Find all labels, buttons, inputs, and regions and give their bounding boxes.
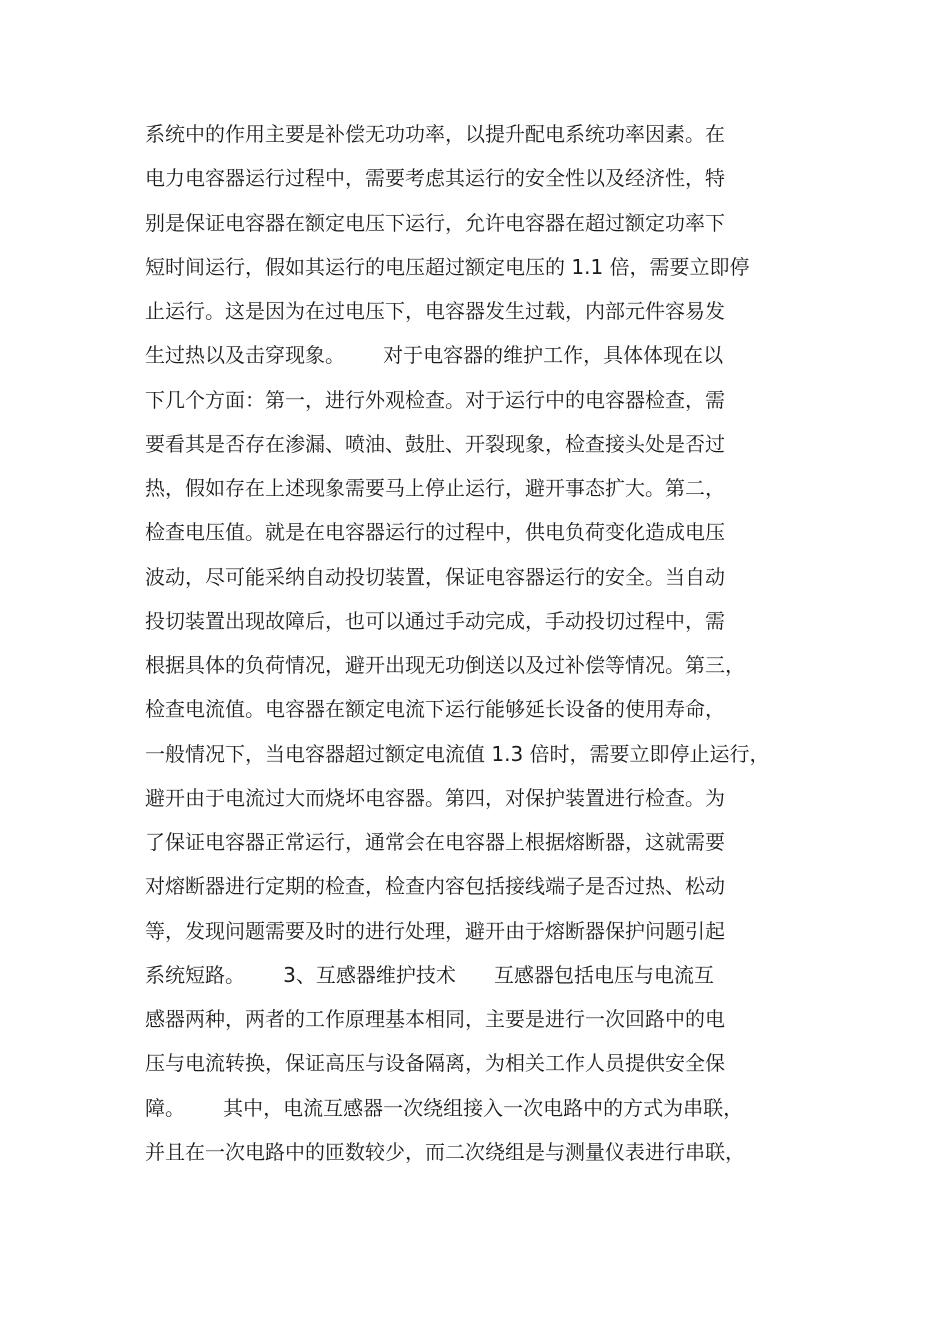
text-line: 了保证电容器正常运行，通常会在电容器上根据熔断器，这就需要	[145, 830, 725, 854]
text-line: 热，假如存在上述现象需要马上停止运行，避开事态扩大。第二，	[145, 476, 725, 500]
text-line: 止运行。这是因为在过电压下，电容器发生过载，内部元件容易发	[145, 299, 725, 323]
text-line: 检查电流值。电容器在额定电流下运行能够延长设备的使用寿命，	[145, 697, 725, 722]
text-line: 一般情况下，当电容器超过额定电流值 1.3 倍时，需要立即停止运行，	[145, 741, 770, 766]
text-line: 短时间运行，假如其运行的电压超过额定电压的 1.1 倍，需要立即停	[145, 254, 750, 279]
text-line: 对熔断器进行定期的检查，检查内容包括接线端子是否过热、松动	[145, 874, 725, 899]
text-line: 系统中的作用主要是补偿无功功率，以提升配电系统功率因素。在	[145, 122, 725, 146]
text-line: 避开由于电流过大而烧坏电容器。第四，对保护装置进行检查。为	[145, 785, 725, 810]
text-line: 下几个方面：第一，进行外观检查。对于运行中的电容器检查，需	[145, 387, 725, 412]
text-line: 电力电容器运行过程中，需要考虑其运行的安全性以及经济性，特	[145, 166, 725, 191]
text-line: 投切装置出现故障后，也可以通过手动完成，手动投切过程中，需	[145, 608, 725, 633]
text-line: 系统短路。 3、互感器维护技术 互感器包括电压与电流互	[145, 962, 715, 987]
body-text	[145, 112, 835, 1174]
text-line: 并且在一次电路中的匝数较少，而二次绕组是与测量仪表进行串联，	[145, 1139, 745, 1164]
text-line: 要看其是否存在渗漏、喷油、鼓肚、开裂现象，检查接头处是否过	[145, 431, 725, 456]
text-line: 压与电流转换，保证高压与设备隔离，为相关工作人员提供安全保	[145, 1051, 725, 1076]
text-line: 检查电压值。就是在电容器运行的过程中，供电负荷变化造成电压	[145, 520, 725, 545]
text-line: 障。 其中，电流互感器一次绕组接入一次电路中的方式为串联，	[145, 1095, 744, 1120]
text-line: 别是保证电容器在额定电压下运行，允许电容器在超过额定功率下	[145, 210, 725, 235]
text-line: 生过热以及击穿现象。 对于电容器的维护工作，具体体现在以	[145, 343, 724, 368]
text-line: 等，发现问题需要及时的进行处理，避开由于熔断器保护问题引起	[145, 918, 725, 943]
text-line: 波动，尽可能采纳自动投切装置，保证电容器运行的安全。当自动	[145, 564, 725, 589]
text-line: 感器两种，两者的工作原理基本相同，主要是进行一次回路中的电	[145, 1007, 725, 1031]
text-line: 根据具体的负荷情况，避开出现无功倒送以及过补偿等情况。第三，	[145, 653, 745, 677]
